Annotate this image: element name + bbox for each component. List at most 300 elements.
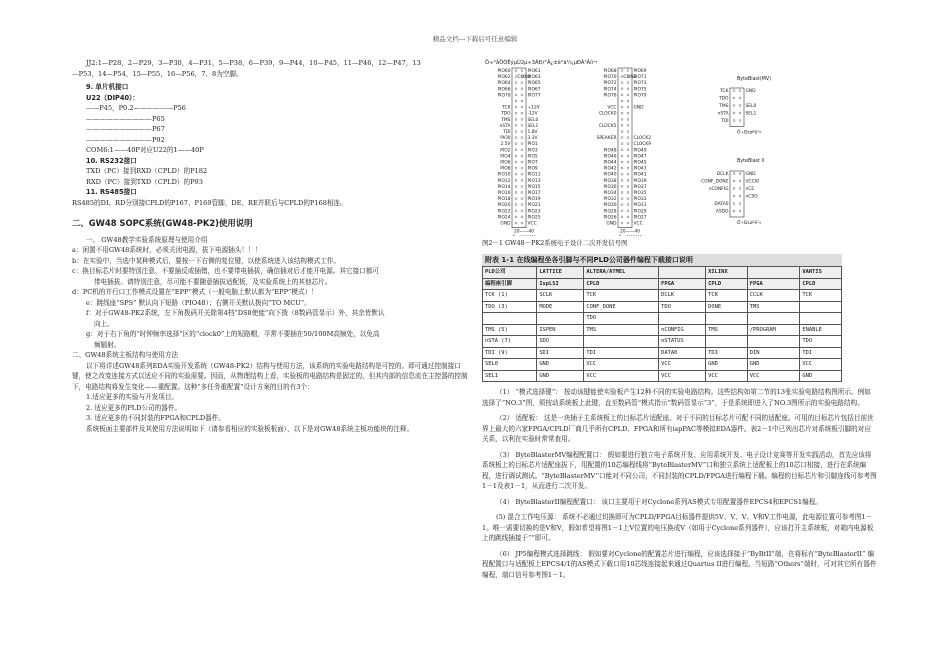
pin-dot [733, 195, 735, 197]
table-cell: SEL1 [483, 370, 537, 382]
pin-dot [621, 118, 623, 120]
table-cell: SCLK [537, 290, 584, 302]
pin-dot [515, 204, 517, 206]
pin-dot [515, 210, 517, 212]
pin-label: GND [745, 172, 756, 177]
table-cell: VCC [800, 359, 842, 371]
pin-dot [515, 131, 517, 133]
pin-label: PIO0 [500, 136, 511, 142]
pin-dot [627, 210, 629, 212]
pin-label: PIO35 [633, 191, 647, 196]
table-cell: GND [706, 359, 748, 371]
pin-dot [521, 112, 523, 114]
pin-dot [521, 185, 523, 187]
pin-label: PIO30 [603, 203, 617, 209]
pin-label: PIO68 [603, 69, 617, 74]
subsection-title: 一、 GW48教学实验系统原理与使用介绍 [86, 235, 208, 244]
pin-label: PIO39 [633, 178, 647, 184]
pin-label: PIO18 [497, 197, 511, 203]
pin-label: GND [606, 221, 617, 227]
pin-label: PIO47 [633, 154, 647, 160]
pin-label: PIO28 [603, 209, 617, 215]
pin-label: PIO74 [603, 87, 617, 93]
pin-label: PIO78 [497, 93, 511, 99]
pin-label: PIO21 [527, 203, 541, 209]
pin-label: GND [745, 89, 756, 94]
pin-dot [621, 155, 623, 157]
connector-label: CON2 [623, 75, 637, 80]
pin-label: PIO62 [497, 75, 511, 81]
pin-dot [733, 112, 735, 114]
list-item: 1.适应更多的实验与开发项目。 [86, 393, 179, 401]
pin-dot [521, 70, 523, 72]
pin-dot [621, 179, 623, 181]
pin-label: ASDO [715, 209, 729, 215]
pin-dot [515, 70, 517, 72]
pin-dot [627, 88, 629, 90]
pin-dot [627, 137, 629, 139]
pin-label: GND [633, 105, 644, 111]
pin-dot [733, 97, 735, 99]
pin-dot [627, 94, 629, 96]
pin-label: CLOCK5 [598, 123, 617, 129]
table-cell: DATA0 [659, 347, 706, 359]
pin-label: PIO2 [500, 148, 511, 154]
pin-dot [521, 155, 523, 157]
pin-label: PIO41 [633, 172, 647, 178]
table-row [483, 313, 842, 325]
pin-label: PIO67 [527, 87, 541, 93]
table-cell: VCC [659, 359, 706, 371]
pin-dot [521, 131, 523, 133]
pin-label: TCK [502, 105, 511, 111]
port-sub: Ö÷Ðcø²ë¹« [737, 221, 762, 226]
table-cell [584, 336, 659, 348]
pin-label: SPEAKER [596, 136, 617, 142]
table-cell: VCC [747, 370, 800, 382]
pin-dot [621, 210, 623, 212]
table-cell: CPLD [584, 278, 659, 290]
pin-dot [521, 222, 523, 224]
pin-dot [515, 124, 517, 126]
pin-label: TDO [500, 111, 511, 117]
body-paragraph: （6） JP5编程模式选择跳线： 假如要对Cyclone的配置芯片进行编程，应该选择接于“ByBtII”端，在将标有“ByteBlasterII” 编程配置口与适配板上EPCS4/1的AS模式下载口用10芯线连接起来通过Quartus II进行编程。当短路“Others”端时，可对其它所有器件编程，端口信号参考图1－1。 [482, 549, 877, 579]
subsection-title: 二、GW48系统主板结构与使用方法 [72, 351, 179, 359]
table-cell [659, 267, 706, 279]
pin-label: PIO7 [527, 160, 538, 166]
pin-label: PIO77 [527, 93, 541, 99]
connector-label: CON1 [517, 75, 531, 80]
pin-label: SEL1 [527, 123, 539, 129]
pin-label: PIO5 [527, 154, 538, 160]
pin-dot [521, 179, 523, 181]
rs232-txd: TXD（PC）接到RXD（CPLD）的P182 [86, 167, 208, 175]
pin-dot [521, 88, 523, 90]
pin-label: TDO [718, 96, 729, 102]
table-cell: TDI (9) [483, 347, 537, 359]
table-cell: GND [537, 370, 584, 382]
rs232-rxd: RXD（PC）接到TXD（CPLD）的P93 [86, 177, 203, 186]
pin-dot [521, 106, 523, 108]
table-cell: 编程座引脚 [483, 278, 537, 290]
pin-dot [621, 88, 623, 90]
pin-dot [739, 105, 741, 107]
pin-label: PIO69 [633, 69, 647, 74]
table-cell: VCC [706, 370, 748, 382]
pin-dot [739, 120, 741, 122]
pin-dot [621, 143, 623, 145]
pin-dot [739, 112, 741, 114]
table-cell: TMS [584, 324, 659, 336]
pin-label: TMS [719, 104, 729, 109]
table-cell: TDI [584, 347, 659, 359]
body-paragraph: （4） ByteBlasterII编程配置口： 该口主要用于对Cyclone系列AS模式专用配置器件EPCS4和EPCS1编程。 [496, 497, 822, 506]
pin-dot [515, 198, 517, 200]
pin-dot [521, 216, 523, 218]
pin-label: PIO24 [497, 215, 511, 221]
signal-diagram-svg [482, 58, 877, 236]
pin-dot [627, 82, 629, 84]
pin-dot [733, 203, 735, 205]
pin-dot [515, 179, 517, 181]
figure-caption: 图2－1 GW48－PK2系统电子设计二次开发信号图 [482, 239, 628, 247]
pin-dot [515, 137, 517, 139]
pin-label: nCONFIG [708, 187, 729, 192]
pin-dot [515, 173, 517, 175]
note-c: c：换目标芯片时要特别注意，不要插反或插错，也不要带电插拔，确信插对后才能开电源。其它接口都可 [72, 267, 380, 275]
pin-label: VCCIO [745, 179, 760, 185]
pin-dot [515, 106, 517, 108]
table-cell: ALTERA/ATMEL [584, 267, 659, 279]
table-cell: DIN [747, 347, 800, 359]
pin-label: PIO45 [633, 160, 647, 166]
pin-label: PIO75 [633, 87, 647, 93]
pin-label: VCC [607, 105, 617, 111]
table-cell: MODE [537, 301, 584, 313]
table-cell: DONE [706, 301, 748, 313]
pin-dot [515, 94, 517, 96]
pin-label: CONF_DONE [701, 179, 729, 185]
pin-label: PIO15 [527, 184, 541, 190]
table-cell: nSTA (7) [483, 336, 537, 348]
table-cell: TDO (3) [483, 301, 537, 313]
pin-dot [627, 173, 629, 175]
diagram-title: Ö÷°åÖÕÊýµÚ2µ÷3ÀÐ/°Â¿±ê°ã¼¡µÐÁ¹Âíì¬ [485, 60, 598, 66]
list-item: 2. 适应更多的PLD公司的器件。 [86, 403, 182, 412]
pin-dot [621, 94, 623, 96]
pin-dot [515, 216, 517, 218]
pin-dot [627, 149, 629, 151]
body-paragraph: 系统板面主要部件及其使用方法说明如下（请参看相应的实验板板面），以下是对GW48系统主板功能块的注释。 [86, 424, 414, 433]
pin-dot [621, 216, 623, 218]
table-cell: ENABLE [800, 324, 842, 336]
pin-dot [733, 90, 735, 92]
pin-label: PIO16 [497, 191, 511, 196]
pin-dot [733, 188, 735, 190]
pin-dot [515, 149, 517, 151]
pin-label: VCC [633, 221, 643, 227]
pin-table [482, 266, 842, 382]
pin-dot [739, 173, 741, 175]
pin-dot [621, 124, 623, 126]
table-cell: PLD公司 [483, 267, 537, 279]
pin-label: PIO10 [497, 172, 511, 178]
pin-label: PIO29 [633, 209, 647, 215]
u22-pin-line: ——————————P92 [86, 135, 165, 144]
pin-label: TDI [503, 130, 511, 135]
right-column [482, 58, 877, 580]
pin-label: PIO64 [497, 81, 511, 87]
table-cell: XILINX [706, 267, 748, 279]
pin-label: 3.3V [527, 136, 538, 142]
pin-label: TMS [501, 117, 511, 123]
pin-dot [521, 161, 523, 163]
pin-label: nSTA [717, 111, 729, 117]
pin-label: SEL0 [527, 117, 539, 123]
table-row [483, 324, 842, 336]
pin-label: PIO33 [633, 197, 647, 203]
pin-dot [621, 106, 623, 108]
table-row [483, 267, 842, 279]
pin-label: PIO44 [603, 160, 617, 166]
pin-label: GND [500, 221, 511, 227]
pin-label: CLOCK2 [633, 136, 652, 142]
pin-label: PIO65 [527, 81, 541, 87]
pin-label: PIO31 [633, 203, 647, 209]
pin-dot [733, 173, 735, 175]
table-cell: TCK (1) [483, 290, 537, 302]
pin-label: PIO17 [527, 191, 541, 196]
pin-dot [621, 112, 623, 114]
pin-dot [621, 131, 623, 133]
section-heading-rs232: 10. RS232接口 [86, 156, 137, 165]
pin-dot [621, 222, 623, 224]
pin-label: -12V [527, 111, 538, 117]
pin-dot [733, 180, 735, 182]
pin-dot [627, 222, 629, 224]
pin-dot [627, 131, 629, 133]
pin-label: PIO14 [497, 184, 511, 190]
port-title: ByteBlast II [737, 159, 765, 164]
note-b: b：在实验中，当选中某种模式后，要按一下右侧的复位键，以使系统进入该结构模式工作。 [72, 256, 340, 265]
signal-diagram [482, 58, 877, 236]
note-e: e：跳线座“SPS” 默认向下短路（PIO48）；右侧开关默认拨向“TO MCU”。 [86, 298, 311, 307]
pin-dot [521, 100, 523, 102]
pin-dot [521, 82, 523, 84]
pin-dot [627, 192, 629, 194]
u22-pin-line: ——P45，P0.2——————P56 [86, 104, 186, 112]
table-row [483, 278, 842, 290]
pin-dot [627, 204, 629, 206]
table-cell: TCK [706, 290, 748, 302]
pin-dot [739, 203, 741, 205]
table-cell [706, 336, 748, 348]
table-cell: CONF_DONE [584, 301, 659, 313]
pin-label: PIO49 [633, 148, 647, 154]
pin-label: PIO34 [603, 191, 617, 196]
table-row [483, 347, 842, 359]
table-cell: CPLD [706, 278, 748, 290]
pin-dot [739, 195, 741, 197]
pin-dot [621, 198, 623, 200]
note-a: a：闲置不用GW48系统时，必须关闭电源，拔下电源插头！！！ [72, 246, 262, 254]
pin-label: PIO46 [603, 154, 617, 160]
pin-label: PIO32 [603, 197, 617, 203]
pin-label: PIO1 [527, 142, 538, 148]
note-f: f：对于GW48-PK2系统，左下角拨码开关除第4档“DS8使能”向下拨（8数码管显示）外，其余皆默认 [86, 309, 385, 317]
pin-dot [627, 185, 629, 187]
pin-dot [521, 192, 523, 194]
section-heading-rs485: 11. RS485接口 [86, 188, 137, 196]
pin-dot [627, 100, 629, 102]
u22-label: U22（DIP40）： [86, 93, 139, 102]
pin-label: 2.5V [500, 142, 511, 148]
pin-label: nSTA [499, 123, 511, 129]
table-cell [537, 313, 584, 325]
pin-label: PIO9 [527, 166, 538, 172]
pin-dot [627, 167, 629, 169]
pin-label: PIO79 [633, 93, 647, 99]
pin-label: PIO66 [497, 87, 511, 93]
pin-dot [521, 118, 523, 120]
pin-label: PIO13 [527, 178, 541, 184]
table-cell [659, 313, 706, 325]
pin-dot [621, 100, 623, 102]
pin-dot [515, 112, 517, 114]
pin-dot [627, 216, 629, 218]
table-cell: CPLD [800, 278, 842, 290]
table-cell: GND [537, 359, 584, 371]
pin-dot [621, 167, 623, 169]
pin-dot [733, 105, 735, 107]
table-cell: GND [747, 359, 800, 371]
table-cell [747, 313, 800, 325]
table-cell: CCLK [747, 290, 800, 302]
table-cell [800, 313, 842, 325]
com6-line: COM6:1——40P对应U22的1——40P [86, 146, 204, 154]
pin-label: PIO37 [633, 184, 647, 190]
pin-label: PIO61 [527, 69, 541, 74]
pin-label: PIO6 [500, 160, 511, 166]
pin-label: PIO4 [500, 154, 511, 160]
pin-label: PIO36 [603, 184, 617, 190]
pin-label: PIO63 [527, 75, 541, 81]
pin-dot [621, 149, 623, 151]
table-row [483, 301, 842, 313]
pin-dot [621, 161, 623, 163]
body-paragraph: (5) 混合工作电压源： 系统不必通过切换即可为CPLD/FPGA目标器件提供5V、V、V、V和V工作电源，此电源位置可参考图1－1。唯一需要切换的是V和V，假如希望将图1－1上V位置的电压换成V（如用于Cyclone系列器件），应该打开主系统板，对箱内电源板上的跳线插接于“”即可。 [482, 513, 874, 542]
pin-dot [627, 179, 629, 181]
pin-dot [621, 204, 623, 206]
table-cell: VCC [584, 359, 659, 371]
pin-dot [627, 155, 629, 157]
port-title: ByteBlast(MV) [737, 77, 772, 82]
note-g: g：对于右下角的“时钟频率选择”区的“clock0”上的短路帽，平常不要插在50/100M高频处，以免高 [86, 330, 380, 338]
table-cell: VANTIS [800, 267, 842, 279]
pin-label: PIO26 [603, 215, 617, 221]
pin-dot [521, 94, 523, 96]
table-row [483, 370, 842, 382]
table-cell: SDI [537, 347, 584, 359]
pin-dot [627, 118, 629, 120]
left-column [72, 58, 470, 434]
pin-dot [521, 198, 523, 200]
pin-label: PIO73 [633, 81, 647, 87]
section-title-gw48: 二、GW48 SOPC系统(GW48-PK2)使用说明 [72, 218, 253, 228]
table-cell: DCLK [659, 290, 706, 302]
page-header: 精品文档---下载后可任意编辑 [432, 35, 518, 43]
pin-dot [515, 192, 517, 194]
table-cell: IspLSI [537, 278, 584, 290]
table-cell: TCK [800, 290, 842, 302]
table-row [483, 336, 842, 348]
pin-label: SEL1 [745, 111, 757, 117]
pin-label: 1.8V [527, 130, 538, 135]
pin-dot [515, 143, 517, 145]
pin-dot [739, 90, 741, 92]
note-c-cont: 带电插拔。请特别注意，尽可能不要随意插拔适配板，及实验系统上的其他芯片。 [94, 277, 332, 286]
pin-dot [515, 155, 517, 157]
pin-dot [621, 137, 623, 139]
table-cell: LATTICE [537, 267, 584, 279]
port-byteblaster-mv [730, 88, 744, 127]
pin-label: DCLK [716, 172, 729, 177]
pin-label: PIO19 [527, 197, 541, 203]
pin-label: PIO60 [497, 69, 511, 74]
section-heading-mcu: 9. 单片机接口 [86, 83, 129, 91]
pin-dot [621, 185, 623, 187]
pin-label: PIO71 [633, 75, 647, 81]
connector-range: 20——40 [514, 229, 534, 235]
table-cell: GND [800, 370, 842, 382]
body-paragraph: 以下将详述GW48系列EDA实验开发系统（GW48-PK2）结构与使用方法，该系统的实验电路结构是可控的。即可通过控制接口键，使之改变连接方式以适应不同的实验需要。因而，从物理结构上看，实验板的电路结构是固定的，但其内部的信息流在主控器的控制下，电路结构将发生变化——重配置。这种“多任务重配置”设计方案的目的有3个： [72, 361, 468, 391]
table-cell: TDO [659, 301, 706, 313]
pin-label: DATA0 [714, 202, 729, 207]
pin-dot [521, 124, 523, 126]
pin-label: SEL0 [745, 104, 757, 109]
pin-table-block [482, 254, 842, 383]
connector-con1 [512, 68, 526, 228]
table-row [483, 359, 842, 371]
table-cell: TDO [800, 336, 842, 348]
pin-label: PIO25 [527, 215, 541, 221]
pin-list-line: —P53，14—P54，15—P55，16—P56，7、8为空脚。 [72, 69, 243, 78]
table-cell: TDI [706, 347, 748, 359]
table-cell [747, 336, 800, 348]
pin-label: PIO42 [603, 166, 617, 172]
note-g-cont: 频辐射。 [94, 340, 121, 349]
pin-label: PIO38 [603, 178, 617, 184]
pin-label: PIO8 [500, 166, 511, 172]
table-cell: TMS (5) [483, 324, 537, 336]
body-paragraph: （3） ByteBlasterMV编程配置口： 假如要进行独立电子系统开发、应用系统开发、电子设计竞赛等开发实践活动，首先应该将系统板上的目标芯片适配座拔下，用配置的10芯编程线将“ByteBlasterMV”口和独立系统上适配板上的10芯口相接，进行在系统编程，进行调试测试。“ByteBlasterMV”口能对不同公司，不同封装的CPLD/FPGA进行编程下载。编程的目标芯片和引脚连线可参考图1－1及表1－1，从而进行二次开发。 [482, 450, 877, 490]
table-cell: SDO [537, 336, 584, 348]
table-cell [483, 313, 537, 325]
pin-label: PIO11 [527, 172, 541, 178]
pin-label: PIO23 [527, 209, 541, 215]
pin-label: PIO27 [633, 215, 647, 221]
pin-dot [521, 149, 523, 151]
connector-range: 20——40 [620, 229, 640, 235]
table-cell: VCC [584, 370, 659, 382]
connector-con2 [618, 68, 632, 228]
port-sub: Ö÷Ðcø²ë¹« [737, 130, 762, 136]
table-cell: nCONFIG [659, 324, 706, 336]
note-d: d：PC机的并行口工作模式设置在“EPP”模式（一般电脑上默认都为“EPP”模式）！ [72, 288, 318, 296]
pin-label: CLOCK0 [598, 111, 617, 117]
pin-dot [521, 204, 523, 206]
table-cell [747, 267, 800, 279]
